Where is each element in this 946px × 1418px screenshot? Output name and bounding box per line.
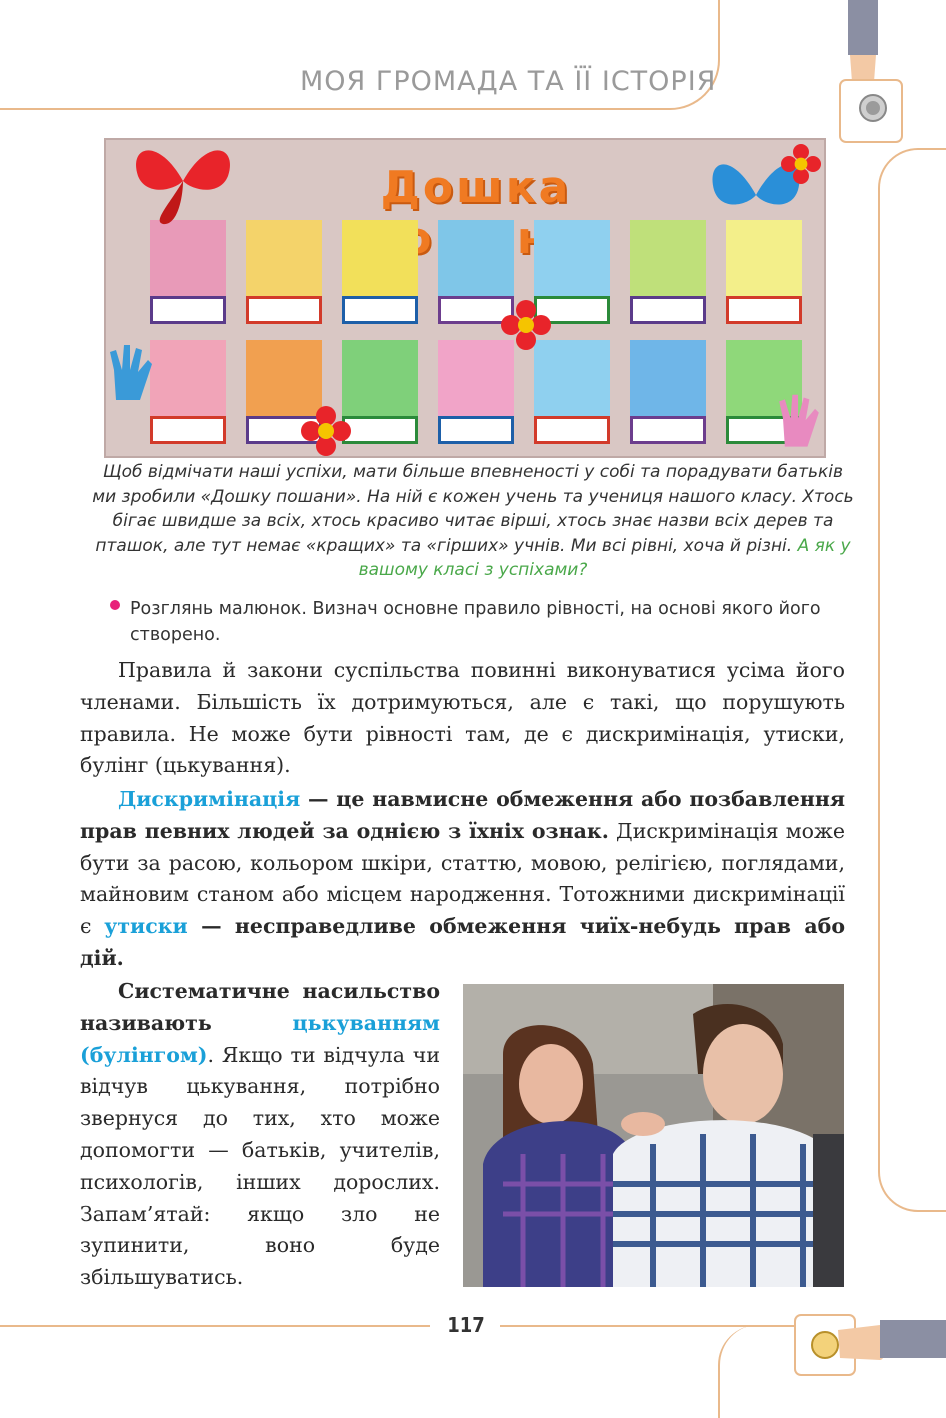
bullying-photo <box>463 984 844 1287</box>
chapter-title: МОЯ ГРОМАДА ТА ЇЇ ІСТОРІЯ <box>300 66 717 97</box>
red-butterfly-icon <box>128 138 238 226</box>
dash: — <box>187 914 235 939</box>
discrimination-text: Дискримінація може бути за расою, кольором шкіри, статтю, мовою, релігією, поглядами, майновим станом або місцем народження. Тотожними дискримінації є <box>80 818 845 939</box>
student-portrait <box>342 220 418 324</box>
bullying-text: . Якщо ти відчула чи відчув цькування, потрібно звернуся до тих, хто може допомогти — батьків, учителів, психологів, інших дорослих. Запам’ятай: якщо зло не зупинити, воно буде збільшуватись. <box>80 1042 440 1290</box>
flower-icon <box>501 300 551 350</box>
student-portrait <box>150 220 226 324</box>
hand-puzzle-icon <box>790 1300 946 1380</box>
frame-bottom-left-line <box>0 1325 430 1327</box>
caption-question: А як у вашому класі з успіхами? <box>358 535 851 580</box>
illustration-caption <box>90 460 856 583</box>
dash: — <box>300 787 337 811</box>
term-discrimination: Дискримінація <box>118 787 301 811</box>
honor-board-illustration <box>104 138 826 458</box>
flower-icon <box>781 144 821 184</box>
pink-hand-icon <box>774 390 824 456</box>
task-text: Розглянь малюнок. Визнач основне правило рівності, на основі якого його створено. <box>130 599 821 645</box>
student-portrait <box>630 220 706 324</box>
bullet-icon <box>110 600 120 610</box>
student-portrait <box>246 220 322 324</box>
definition-discrimination: це навмисне обмеження або позбавлення прав певних людей за однією з їхніх ознак. <box>80 787 845 843</box>
paragraph-discrimination <box>80 784 845 975</box>
student-portrait <box>630 340 706 444</box>
flower-icon <box>301 406 351 456</box>
student-portrait <box>534 340 610 444</box>
student-portrait <box>438 340 514 444</box>
frame-bottom-corner <box>718 1325 800 1418</box>
page-number: 117 <box>447 1313 485 1337</box>
term-oppression: утиски <box>104 914 188 939</box>
term-bullying: цькуванням (булінгом) <box>80 1010 440 1067</box>
bullying-lead: Систематичне насильство називають <box>80 979 440 1035</box>
task-item <box>110 596 850 648</box>
blue-hand-icon <box>106 340 156 410</box>
paragraph-rules: Правила й закони суспільства повинні виконуватися усіма його членами. Більшість їх дотримуються, але є такі, що порушують правила. Не може бути рівності там, де є дискримінація, утиски, булінг (цькування). <box>80 658 845 778</box>
caption-text: Щоб відмічати наші успіхи, мати більше впевненості у собі та порадувати батьків ми зробили «Дошку пошани». На ній є кожен учень та учениця нашого класу. Хтось бігає швидше за всіх, хтось красиво читає вірші, хтось знає назви всіх дерев та пташок, але тут немає «кращих» та «гірших» учнів. Ми всі рівні, хоча й різні. <box>92 462 854 556</box>
student-portrait <box>342 340 418 444</box>
frame-right-bracket <box>878 148 946 1212</box>
hand-puzzle-icon <box>830 0 946 150</box>
definition-oppression: несправедливе обмеження чиїх-небудь прав або дій. <box>80 914 846 970</box>
student-portrait <box>150 340 226 444</box>
paragraph-bullying <box>80 976 440 1294</box>
board-title: Дошка <box>380 162 572 213</box>
